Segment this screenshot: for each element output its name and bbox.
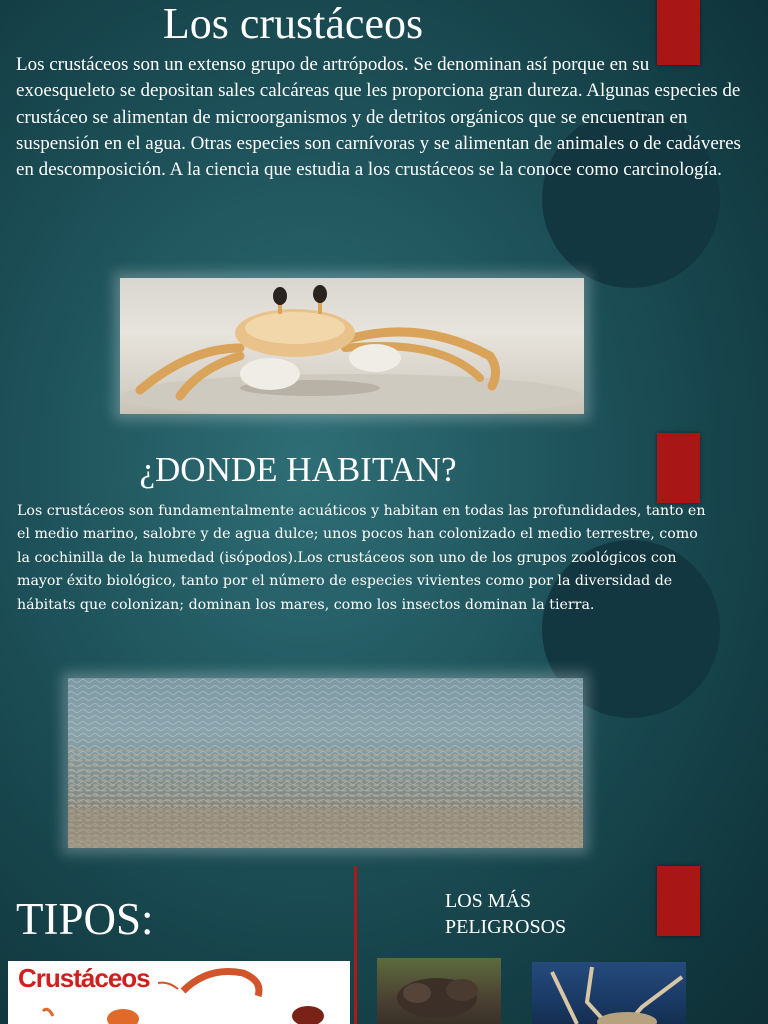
crustaceans-image-label: Crustáceos: [18, 963, 150, 993]
most-dangerous-heading: LOS MÁS PELIGROSOS: [445, 890, 567, 938]
intro-paragraph: Los crustáceos son un extenso grupo de artrópodos. Se denominan así porque en su exoesqueleto se depositan sales calcáreas que les proporciona gran dureza. Algunas especies de crustáceo se alimentan de microorganismos y de detritos orgánicos que se encuentran en suspensión en el agua. Otras especies son carnívoras y se alimentan de animales o de cadáveres en descomposición. A la ciencia que estudia a los crustáceos se la conoce como carcinología.: [16, 54, 741, 181]
spider-crab-photo: [532, 962, 686, 1024]
divider-line: [354, 866, 357, 1024]
crab-illustration: [120, 278, 584, 414]
section-habitat-title: ¿DONDE HABITAN?: [139, 450, 457, 489]
page-title: Los crustáceos: [162, 0, 424, 48]
habitat-paragraph: Los crustáceos son fundamentalmente acuáticos y habitan en todas las profundidades, tanto en el medio marino, salobre y de agua dulce; unos pocos han colonizado el medio terrestre, como la cochinilla de la humedad (isópodos).Los crustáceos son uno de los grupos zoológicos con mayor éxito biológico, tanto por el número de especies vivientes como por la diversidad de hábitats que colonizan; dominan los mares, como los insectos dominan la tierra.: [17, 503, 706, 613]
shallow-water-photo: [68, 678, 583, 848]
coconut-crab-photo: [377, 958, 501, 1024]
water-illustration: [68, 678, 583, 848]
red-accent-bar-bottom: [657, 866, 700, 936]
crustaceans-chart-image: [8, 961, 350, 1024]
crab-photo: [120, 278, 584, 414]
types-heading: TIPOS:: [16, 894, 154, 944]
spider-crab-illustration: [532, 962, 686, 1024]
red-accent-bar-middle: [657, 433, 700, 503]
coconut-crab-illustration: [377, 958, 501, 1024]
shrimp-crab-illustration: [8, 961, 350, 1024]
